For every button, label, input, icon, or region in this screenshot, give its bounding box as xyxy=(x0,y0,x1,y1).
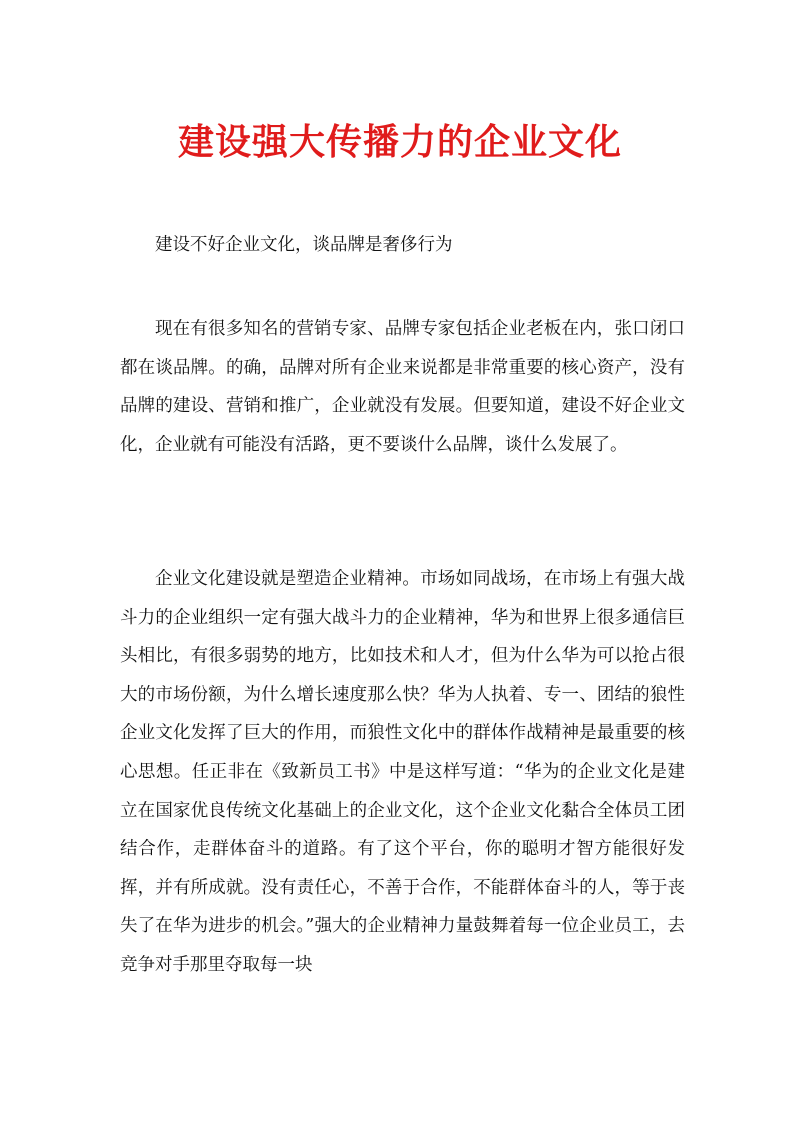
body-paragraph-2: 企业文化建设就是塑造企业精神。市场如同战场，在市场上有强大战斗力的企业组织一定有强大战斗力的企业精神，华为和世界上很多通信巨头相比，有很多弱势的地方，比如技术和人才，但为什么华为可以抢占很大的市场份额，为什么增长速度那么快？华为人执着、专一、团结的狼性企业文化发挥了巨大的作用，而狼性文化中的群体作战精神是最重要的核心思想。任正非在《致新员工书》中是这样写道：“华为的企业文化是建立在国家优良传统文化基础上的企业文化，这个企业文化黏合全体员工团结合作，走群体奋斗的道路。有了这个平台，你的聪明才智方能很好发挥，并有所成就。没有责任心，不善于合作，不能群体奋斗的人，等于丧失了在华为进步的机会。”强大的企业精神力量鼓舞着每一位企业员工，去竞争对手那里夺取每一块 xyxy=(120,569,685,975)
document-title: 建设强大传播力的企业文化 xyxy=(177,121,622,163)
body-paragraph-1: 现在有很多知名的营销专家、品牌专家包括企业老板在内，张口闭口都在谈品牌。的确，品牌对所有企业来说都是非常重要的核心资产，没有品牌的建设、营销和推广，企业就没有发展。但要知道，建设不好企业文化，企业就有可能没有活路，更不要谈什么品牌，谈什么发展了。 xyxy=(120,319,685,455)
document-subtitle: 建设不好企业文化，谈品牌是奢侈行为 xyxy=(155,235,453,255)
